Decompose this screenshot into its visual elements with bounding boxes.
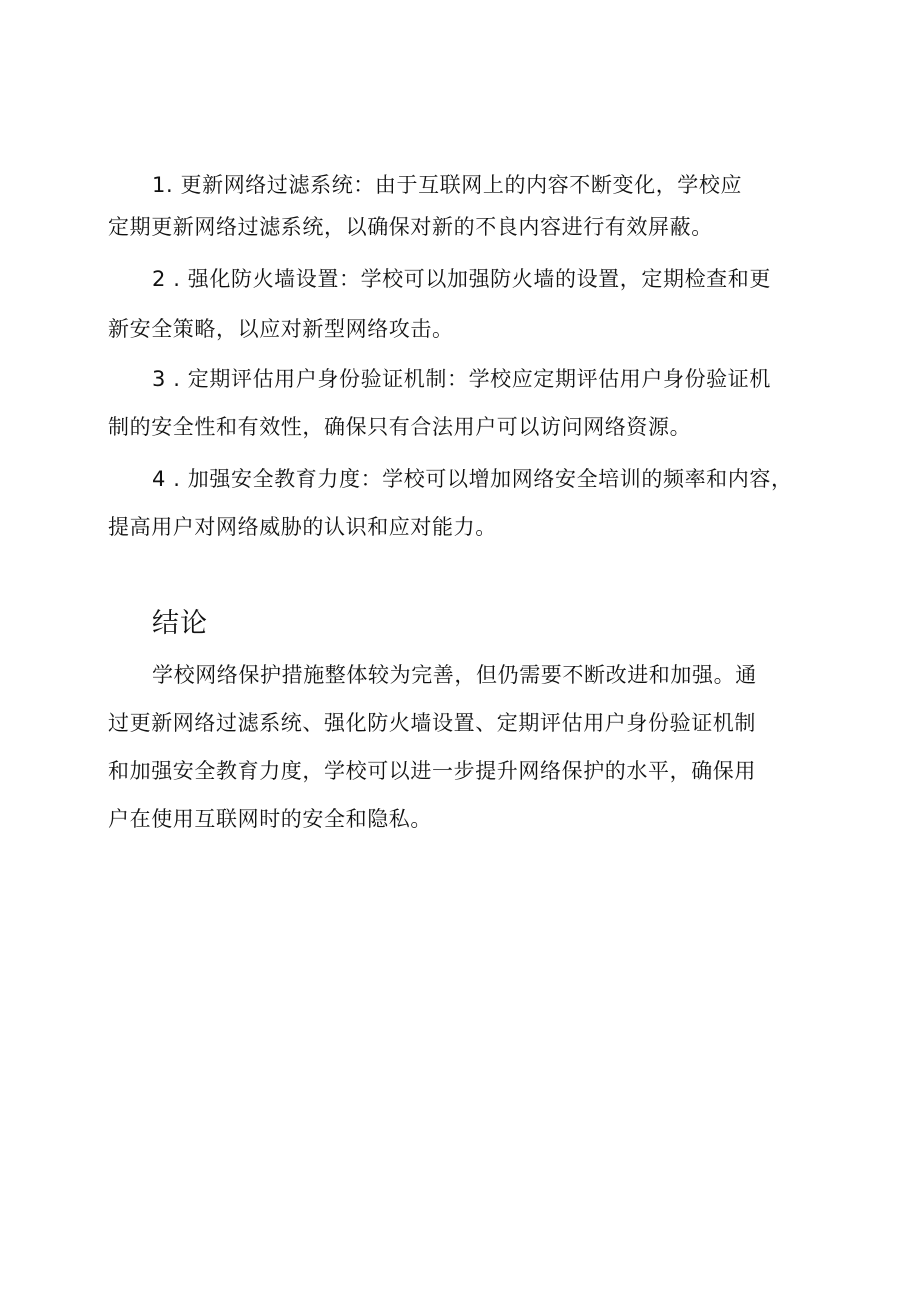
- list-item-3-line-2: 制的安全性和有效性，确保只有合法用户可以访问网络资源。: [108, 415, 692, 439]
- conclusion-line-4: 户在使用互联网时的安全和隐私。: [108, 807, 432, 831]
- conclusion-heading: 结论: [152, 608, 208, 639]
- conclusion-line-1: 学校网络保护措施整体较为完善，但仍需要不断改进和加强。通: [152, 663, 757, 687]
- list-item-3-line-1: 3 . 定期评估用户身份验证机制：学校应定期评估用户身份验证机: [152, 367, 771, 391]
- list-item-1-line-2: 定期更新网络过滤系统，以确保对新的不良内容进行有效屏蔽。: [108, 215, 713, 239]
- list-item-2-line-1: 2 . 强化防火墙设置：学校可以加强防火墙的设置，定期检查和更: [152, 267, 771, 291]
- list-item-1-line-1: 1. 更新网络过滤系统：由于互联网上的内容不断变化，学校应: [152, 173, 743, 197]
- list-item-4-line-2: 提高用户对网络威胁的认识和应对能力。: [108, 515, 497, 539]
- list-item-4-line-1: 4 . 加强安全教育力度：学校可以增加网络安全培训的频率和内容，: [152, 467, 793, 491]
- list-item-2-line-2: 新安全策略，以应对新型网络攻击。: [108, 317, 454, 341]
- conclusion-line-2: 过更新网络过滤系统、强化防火墙设置、定期评估用户身份验证机制: [108, 711, 756, 735]
- conclusion-line-3: 和加强安全教育力度，学校可以进一步提升网络保护的水平，确保用: [108, 759, 756, 783]
